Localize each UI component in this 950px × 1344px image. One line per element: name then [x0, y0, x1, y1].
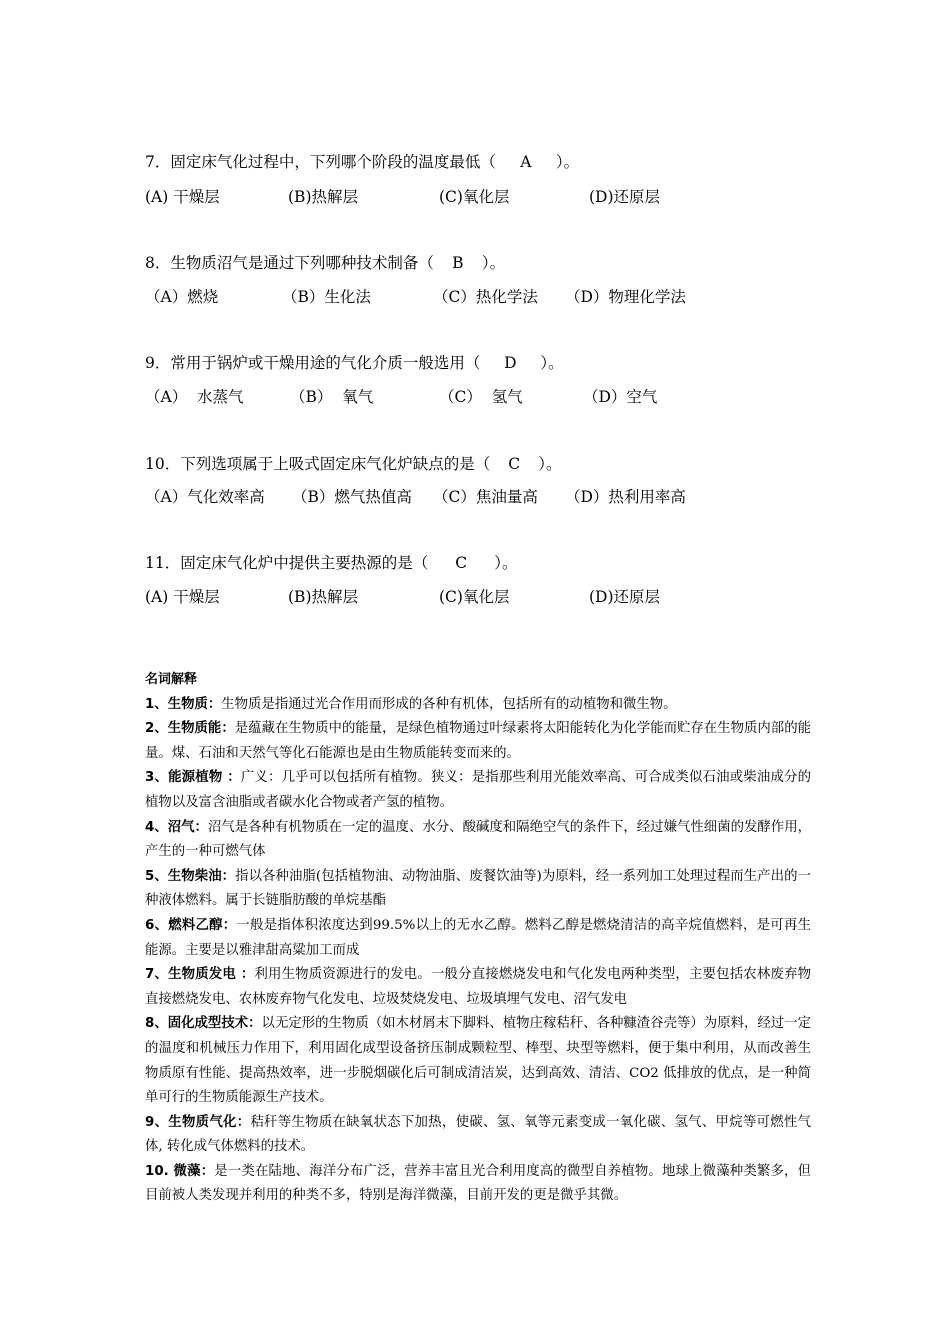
option-b: (B)热解层	[288, 588, 358, 606]
glossary-definition: 一般是指体积浓度达到99.5%以上的无水乙醇。燃料乙醇是燃烧清洁的高辛烷值燃料，是可再生能源。主要是以雅津甜高粱加工而成	[145, 917, 811, 958]
glossary-term: 5、生物柴油：	[145, 868, 236, 884]
answer: A	[520, 153, 532, 171]
glossary-definition: 沼气是各种有机物质在一定的温度、水分、酸碱度和隔绝空气的条件下，经过嫌气性细菌的发酵作用，产生的一种可燃气体	[145, 819, 811, 860]
question-stem-end: ）。	[555, 153, 580, 171]
answer: B	[452, 254, 464, 272]
answer: C	[455, 554, 468, 572]
option-b: （B）生化法	[282, 288, 371, 306]
glossary-item	[145, 693, 811, 718]
glossary-definition: 以无定形的生物质（如木材屑末下脚料、植物庄稼秸秆、各种糠渣谷壳等）为原料，经过一定的温度和机械压力作用下，利用固化成型设备挤压制成颗粒型、棒型、块型等燃料，便于集中利用，从而改善生物质原有性能、提高热效率，进一步脱烟碳化后可制成清洁炭，达到高效、清洁、CO2 低排放的优点，是一种简单可行的生物质能源生产技术。	[145, 1016, 811, 1106]
question-stem: 8．生物质沼气是通过下列哪种技术制备（	[145, 254, 434, 272]
glossary-item	[145, 1160, 811, 1209]
glossary-item	[145, 766, 811, 815]
option-a: (A) 干燥层	[145, 588, 220, 606]
option-b: （B） 氧气	[290, 388, 374, 406]
glossary-term: 3、能源植物 ：	[145, 770, 241, 786]
glossary-term: 7、生物质发电 ：	[145, 967, 255, 983]
glossary-item	[145, 963, 811, 1012]
glossary-item	[145, 717, 811, 766]
glossary-item	[145, 1012, 811, 1110]
options-11	[145, 585, 661, 675]
question-9	[145, 351, 564, 373]
glossary-section	[145, 668, 811, 1209]
option-d: （D）空气	[583, 388, 658, 406]
option-d: (D)还原层	[589, 188, 661, 206]
glossary-term: 1、生物质：	[145, 696, 222, 712]
glossary-term: 6、燃料乙醇：	[145, 917, 237, 933]
glossary-definition: 是蕴藏在生物质中的能量，是绿色植物通过叶绿素将太阳能转化为化学能而贮存在生物质内部的能量。煤、石油和天然气等化石能源也是由生物质能转变而来的。	[145, 721, 811, 761]
option-a: (A) 干燥层	[145, 188, 220, 206]
glossary-term: 10. 微藻：	[145, 1163, 215, 1179]
option-d: (D)还原层	[589, 588, 661, 606]
question-stem: 7．固定床气化过程中，下列哪个阶段的温度最低（	[145, 153, 496, 171]
glossary-term: 8、固化成型技术：	[145, 1016, 262, 1032]
glossary-term: 2、生物质能：	[145, 721, 235, 737]
question-stem-end: ）。	[481, 254, 506, 272]
option-c: (C)氧化层	[439, 188, 510, 206]
option-a: （A） 水蒸气	[145, 388, 244, 406]
option-b: (B)热解层	[288, 188, 358, 206]
glossary-definition: 秸秆等生物质在缺氧状态下加热，使碳、氢、氧等元素变成一氧化碳、氢气、甲烷等可燃性气体, 转化成气体燃料的技术。	[145, 1114, 811, 1155]
answer: D	[504, 354, 517, 372]
option-d: （D）热利用率高	[565, 488, 686, 506]
option-c: （C）焦油量高	[433, 488, 538, 506]
question-8	[145, 251, 505, 273]
question-10	[145, 452, 562, 474]
question-stem-end: ）。	[538, 455, 562, 473]
option-c: （C）热化学法	[433, 288, 538, 306]
glossary-definition: 生物质是指通过光合作用而形成的各种有机体，包括所有的动植物和微生物。	[221, 696, 677, 712]
glossary-item	[145, 1111, 811, 1160]
option-b: （B）燃气热值高	[292, 488, 412, 506]
glossary-item	[145, 865, 811, 914]
glossary-definition: 指以各种油脂(包括植物油、动物油脂、废餐饮油等)为原料，经一系列加工处理过程而生产出的一种液体燃料。属于长链脂肪酸的单烷基酯	[145, 868, 811, 909]
glossary-definition: 广义：几乎可以包括所有植物。狭义：是指那些利用光能效率高、可合成类似石油或柴油成分的植物以及富含油脂或者碳水化合物或者产氢的植物。	[145, 770, 811, 810]
glossary-item	[145, 816, 811, 865]
option-a: （A）燃烧	[145, 288, 219, 306]
question-stem: 10．下列选项属于上吸式固定床气化炉缺点的是（	[145, 455, 491, 473]
question-7	[145, 150, 579, 172]
question-11	[145, 551, 518, 573]
glossary-definition: 是一类在陆地、海洋分布广泛，营养丰富且光合利用度高的微型自养植物。地球上微藻种类繁多，但目前被人类发现并利用的种类不多，特别是海洋微藻，目前开发的更是微乎其微。	[145, 1163, 811, 1204]
glossary-term: 4、沼气：	[145, 819, 208, 835]
question-stem: 9．常用于锅炉或干燥用途的气化介质一般选用（	[145, 354, 481, 372]
option-c: (C)氧化层	[439, 588, 510, 606]
glossary-item	[145, 914, 811, 963]
glossary-term: 9、生物质气化：	[145, 1114, 251, 1130]
glossary-definition: 利用生物质资源进行的发电。一般分直接燃烧发电和气化发电两种类型，主要包括农林废弃物直接燃烧发电、农林废弃物气化发电、垃圾焚烧发电、垃圾填埋气发电、沼气发电	[145, 967, 811, 1007]
question-stem-end: ）。	[540, 354, 564, 372]
question-stem: 11．固定床气化炉中提供主要热源的是（	[145, 554, 429, 572]
option-c: （C） 氢气	[439, 388, 523, 406]
option-d: （D）物理化学法	[565, 288, 686, 306]
question-stem-end: ）。	[494, 554, 518, 572]
answer: C	[508, 455, 521, 473]
option-a: （A）气化效率高	[145, 488, 265, 506]
glossary-heading: 名词解释	[145, 672, 198, 687]
